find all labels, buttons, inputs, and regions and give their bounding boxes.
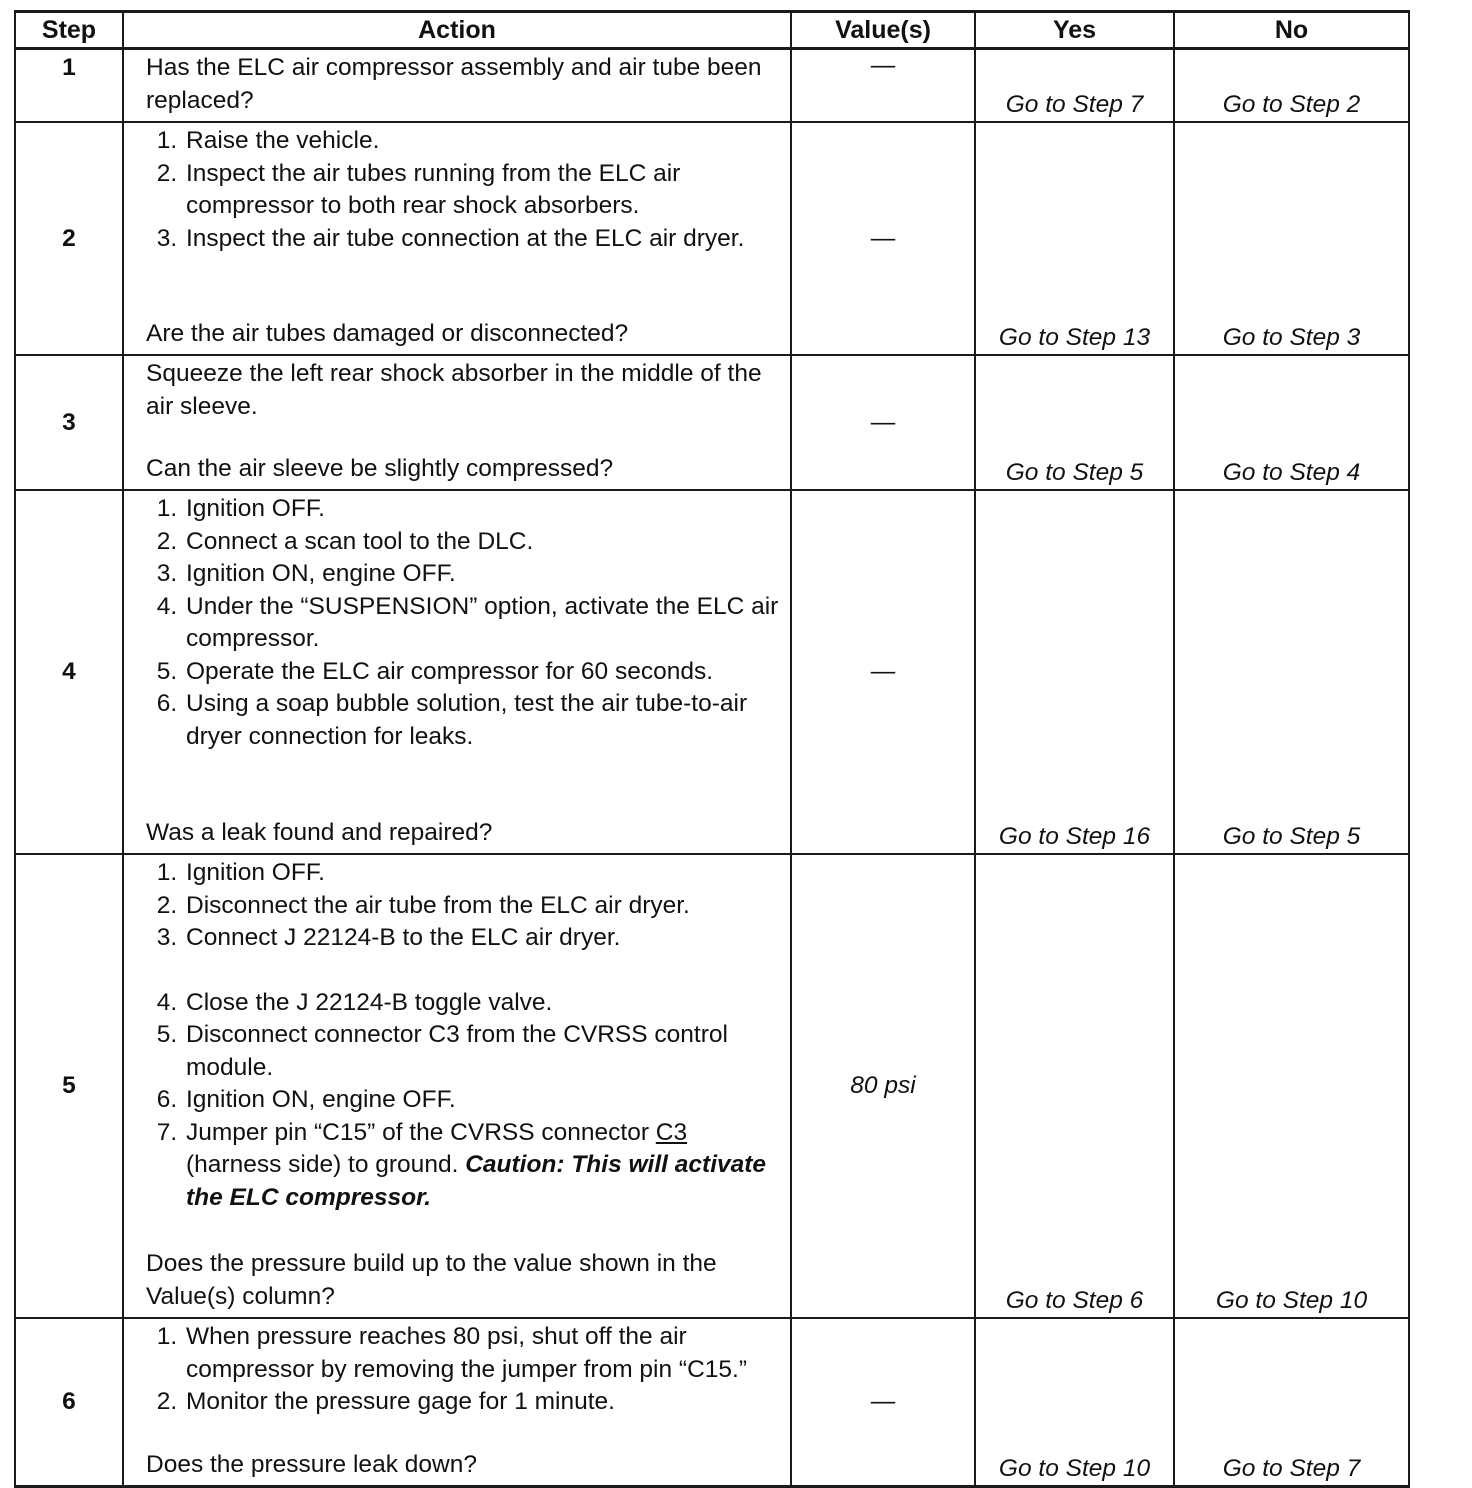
value-cell: — (791, 1318, 975, 1487)
yes-go-to: Go to Step 13 (975, 122, 1174, 355)
yes-go-to: Go to Step 16 (975, 490, 1174, 854)
action-cell (123, 122, 791, 355)
no-go-to: Go to Step 5 (1174, 490, 1409, 854)
value-cell: — (791, 355, 975, 490)
action-cell (123, 1318, 791, 1487)
action-text: Has the ELC air compressor assembly and air tube been replaced? (146, 54, 762, 114)
action-cell (123, 49, 791, 123)
action-step: 6. Using a soap bubble solution, test the air tube-to-air dryer connection for leaks. (184, 688, 780, 753)
header-yes: Yes (975, 12, 1174, 49)
table-row-step-2 (15, 122, 1409, 355)
action-question: Does the pressure leak down? (146, 1450, 477, 1478)
step-number: 1 (15, 49, 123, 123)
step-number: 3 (15, 355, 123, 490)
action-step: 2. Disconnect the air tube from the ELC air dryer. (184, 890, 780, 923)
header-values: Value(s) (791, 12, 975, 49)
action-step: 2. Monitor the pressure gage for 1 minute. (184, 1386, 780, 1419)
action-question: Can the air sleeve be slightly compressed? (146, 454, 614, 482)
action-step-with-caution (184, 1117, 780, 1215)
action-cell (123, 854, 791, 1318)
header-no: No (1174, 12, 1409, 49)
step-number: 4 (15, 490, 123, 854)
yes-go-to: Go to Step 10 (975, 1318, 1174, 1487)
caution-note: Caution: This will activate the ELC compressor. (186, 1151, 767, 1211)
action-text: Squeeze the left rear shock absorber in the middle of the air sleeve. (146, 360, 762, 420)
value-cell: — (791, 490, 975, 854)
action-steps-list (146, 857, 780, 1214)
spacer (184, 955, 780, 987)
action-question: Was a leak found and repaired? (146, 818, 493, 846)
step-text: (harness side) to ground. (186, 1151, 466, 1178)
action-cell (123, 490, 791, 854)
action-step: 2. Connect a scan tool to the DLC. (184, 526, 780, 559)
table-row-step-6 (15, 1318, 1409, 1487)
action-step: 1. Raise the vehicle. (184, 125, 780, 158)
action-steps-list (146, 125, 780, 255)
header-step: Step (15, 12, 123, 49)
table-row-step-1 (15, 49, 1409, 123)
action-step: 4. Under the “SUSPENSION” option, activate the ELC air compressor. (184, 591, 780, 656)
action-step: 3. Inspect the air tube connection at the ELC air dryer. (184, 223, 780, 256)
action-question: Does the pressure build up to the value shown in the Value(s) column? (146, 1250, 717, 1310)
step-number: 2 (15, 122, 123, 355)
action-step: 1. Ignition OFF. (184, 493, 780, 526)
yes-go-to: Go to Step 5 (975, 355, 1174, 490)
action-step: 5. Operate the ELC air compressor for 60 seconds. (184, 656, 780, 689)
action-step: 3. Connect J 22124-B to the ELC air dryer. (184, 922, 780, 955)
action-step: 6. Ignition ON, engine OFF. (184, 1084, 780, 1117)
action-step: 5. Disconnect connector C3 from the CVRSS control module. (184, 1019, 780, 1084)
action-step: 3. Ignition ON, engine OFF. (184, 558, 780, 591)
action-cell (123, 355, 791, 490)
action-step: 1. Ignition OFF. (184, 857, 780, 890)
action-step: 4. Close the J 22124-B toggle valve. (184, 987, 780, 1020)
action-step: 1. When pressure reaches 80 psi, shut off the air compressor by removing the jumper from pin “C15.” (184, 1321, 780, 1386)
yes-go-to: Go to Step 7 (975, 49, 1174, 123)
action-question: Are the air tubes damaged or disconnected? (146, 319, 629, 347)
action-steps-list (146, 1321, 780, 1419)
value-cell: 80 psi (791, 854, 975, 1318)
step-text: Jumper pin “C15” of the CVRSS connector (186, 1118, 656, 1146)
action-step: 2. Inspect the air tubes running from the ELC air compressor to both rear shock absorbers. (184, 158, 780, 223)
yes-go-to: Go to Step 6 (975, 854, 1174, 1318)
header-row (15, 12, 1409, 49)
step-number: 6 (15, 1318, 123, 1487)
step-number: 5 (15, 854, 123, 1318)
value-cell: — (791, 49, 975, 123)
diagnostic-procedure-table (14, 10, 1410, 1488)
table-row-step-5 (15, 854, 1409, 1318)
no-go-to: Go to Step 10 (1174, 854, 1409, 1318)
no-go-to: Go to Step 4 (1174, 355, 1409, 490)
table-row-step-4 (15, 490, 1409, 854)
table-row-step-3 (15, 355, 1409, 490)
action-steps-list (146, 493, 780, 753)
header-action: Action (123, 12, 791, 49)
no-go-to: Go to Step 2 (1174, 49, 1409, 123)
value-cell: — (791, 122, 975, 355)
no-go-to: Go to Step 7 (1174, 1318, 1409, 1487)
connector-link[interactable]: C3 (655, 1118, 688, 1146)
no-go-to: Go to Step 3 (1174, 122, 1409, 355)
